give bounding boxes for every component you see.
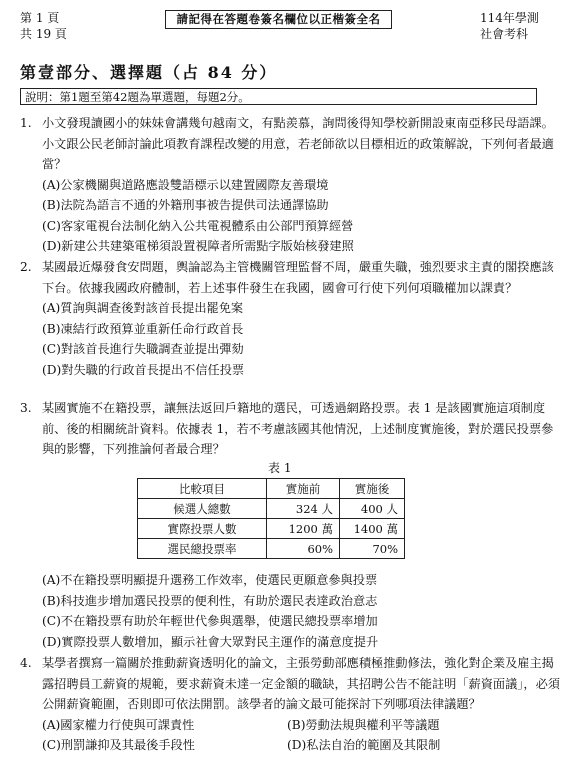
question-number: 1. bbox=[20, 116, 32, 130]
table-caption: 表 1 bbox=[268, 461, 292, 475]
question-4 bbox=[20, 653, 560, 756]
table-cell: 實際投票人數 bbox=[138, 519, 267, 539]
option-a[interactable]: (A)公家機關與道路應設雙語標示以建置國際友善環境 bbox=[42, 177, 329, 192]
option-c[interactable]: (C)不在籍投票有助於年輕世代參與選舉，使選民總投票率增加 bbox=[42, 614, 378, 628]
option-a[interactable]: (A)質詢與調查後對該首長提出罷免案 bbox=[42, 301, 244, 315]
table-row bbox=[138, 539, 405, 559]
option-b[interactable]: (B)科技進步增加選民投票的便利性，有助於選民表達政治意志 bbox=[42, 593, 378, 608]
table-cell: 1400 萬 bbox=[340, 519, 405, 539]
exam-year: 114年學測 bbox=[480, 11, 539, 25]
table-header: 實施後 bbox=[340, 479, 405, 499]
question-3 bbox=[20, 398, 560, 460]
question-number: 4. bbox=[20, 656, 32, 670]
question-stem: 某國實施不在籍投票，讓無法返回戶籍地的選民，可透過網路投票。表 1 是該國實施這項制度前、後的相關統計資料。依據表 1，若不考慮該國其他情況，上述制度實施後，對於選民投票參與的影響，下列推論何者最合理？ bbox=[42, 401, 554, 456]
question-stem: 某學者撰寫一篇關於推動薪資透明化的論文，主張勞動部應積極推動修法，強化對企業及雇主揭露招聘員工薪資的規範，要求薪資未達一定金額的職缺，其招聘公告不能註明「薪資面議」，必須公開薪資範圍，否則即可依法開罰。該學者的論文最可能探討下列哪項法律議題？ bbox=[42, 656, 560, 711]
option-c[interactable]: (C)刑罰謙抑及其最後手段性 bbox=[42, 738, 195, 752]
table-header: 實施前 bbox=[267, 479, 340, 499]
option-d[interactable]: (D)對失職的行政首長提出不信任投票 bbox=[42, 362, 245, 377]
option-c[interactable]: (C)客家電視台法制化納入公共電視體系由公部門預算經營 bbox=[42, 218, 354, 233]
exam-info bbox=[480, 10, 539, 42]
option-b[interactable]: (B)法院為語言不通的外籍刑事被告提供司法通譯協助 bbox=[42, 198, 329, 212]
option-a[interactable]: (A)國家權力行使與可課責性 bbox=[42, 717, 195, 732]
table-cell: 選民總投票率 bbox=[138, 539, 267, 559]
table-cell: 70% bbox=[340, 539, 405, 559]
section-title: 第壹部分、選擇題（占 84 分） bbox=[20, 63, 278, 82]
total-pages-label: 共 19 頁 bbox=[20, 27, 67, 41]
option-d[interactable]: (D)新建公共建築電梯須設置視障者所需點字版始核發建照 bbox=[42, 239, 354, 253]
table-cell: 1200 萬 bbox=[267, 519, 340, 539]
table-row bbox=[138, 519, 405, 539]
page-number bbox=[20, 10, 67, 42]
instructions-note: 說明：第1題至第42題為單選題，每題2分。 bbox=[20, 88, 537, 105]
table-1 bbox=[137, 478, 405, 559]
question-1 bbox=[20, 113, 560, 257]
table-header-row bbox=[138, 479, 405, 499]
table-cell: 60% bbox=[267, 539, 340, 559]
question-number: 2. bbox=[20, 260, 32, 274]
table-row bbox=[138, 499, 405, 519]
table-cell: 400 人 bbox=[340, 499, 405, 519]
option-b[interactable]: (B)勞動法規與權利平等議題 bbox=[287, 717, 440, 732]
question-number: 3. bbox=[20, 401, 32, 415]
question-2 bbox=[20, 257, 560, 380]
option-c[interactable]: (C)對該首長進行失職調查並提出彈劾 bbox=[42, 342, 244, 356]
question-stem: 小文發現讀國小的妹妹會講幾句越南文，有點羨慕，詢問後得知學校新開設東南亞移民母語課。小文跟公民老師討論此項教育課程改變的用意，若老師欲以目標相近的政策解說，下列何者最適當？ bbox=[42, 116, 554, 171]
exam-subject: 社會考科 bbox=[480, 27, 529, 41]
page-label: 第 1 頁 bbox=[20, 11, 60, 25]
option-d[interactable]: (D)實際投票人數增加，顯示社會大眾對民主運作的滿意度提升 bbox=[42, 634, 379, 649]
option-a[interactable]: (A)不在籍投票明顯提升選務工作效率，使選民更願意參與投票 bbox=[42, 573, 378, 587]
option-b[interactable]: (B)凍結行政預算並重新任命行政首長 bbox=[42, 321, 244, 336]
table-cell: 324 人 bbox=[267, 499, 340, 519]
question-stem: 某國最近爆發食安問題，輿論認為主管機關管理監督不周，嚴重失職，強烈要求主責的閣揆應該下台。依據我國政府體制，若上述事件發生在我國，國會可行使下列何項職權加以課責？ bbox=[42, 260, 554, 295]
option-d[interactable]: (D)私法自治的範圍及其限制 bbox=[287, 738, 441, 752]
table-cell: 候選人總數 bbox=[138, 499, 267, 519]
question-3-options bbox=[20, 570, 560, 652]
table-header: 比較項目 bbox=[138, 479, 267, 499]
signature-reminder: 請記得在答題卷簽名欄位以正楷簽全名 bbox=[165, 10, 392, 29]
